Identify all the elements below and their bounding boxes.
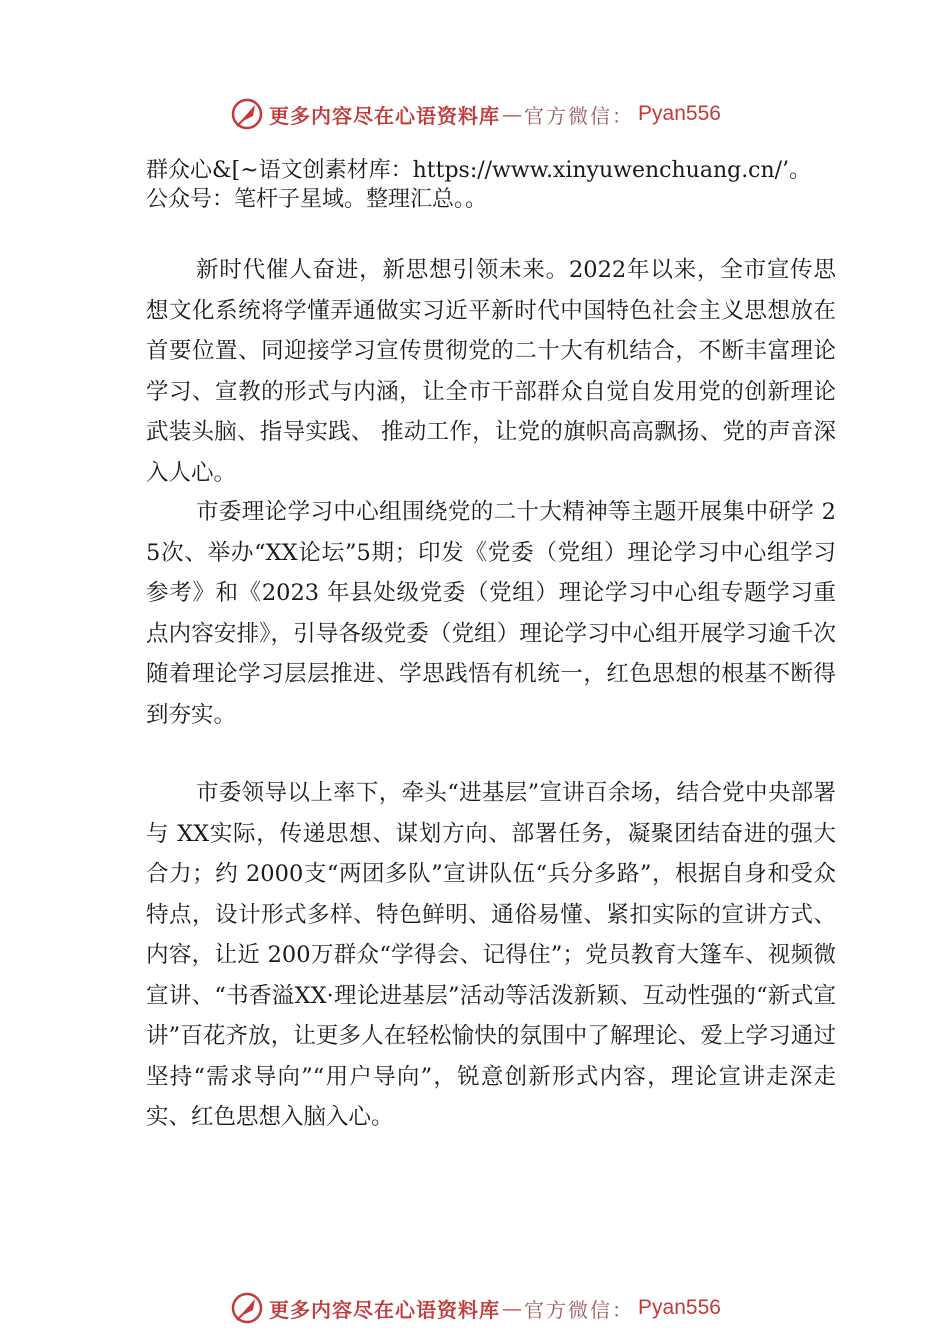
quill-logo-icon (229, 1290, 265, 1326)
banner-wechat-id: Pyan556 (638, 1296, 721, 1319)
footer-banner (0, 1288, 950, 1328)
banner-title: 更多内容尽在心语资料库 (269, 1297, 501, 1322)
banner-title: 更多内容尽在心语资料库 (269, 103, 501, 128)
banner-dash: — (502, 102, 523, 126)
paragraph-1: 新时代催人奋进，新思想引领未来。2022年以来，全市宣传思想文化系统将学懂弄通做实习近平新时代中国特色社会主义思想放在首要位置、同迎接学习宣传贯彻党的二十大有机结合，不断丰富理论学习、宣教的形式与内涵，让全市干部群众自觉自发用党的创新理论武装头脑、指导实践、 推动工作，让党的旗帜高高飘扬、党的声音深入人心。 (146, 257, 836, 486)
quill-logo-icon (229, 96, 265, 132)
header-banner (0, 94, 950, 134)
banner-wechat-label: 官方微信： (524, 1297, 635, 1322)
intro-text: 群众心&[~语文创素材库：https://www.xinyuwenchuang.cn/’。公众号：笔杆子星域。整理汇总。。 (146, 158, 812, 212)
banner-wechat-id: Pyan556 (638, 102, 721, 125)
paragraph-2: 市委理论学习中心组围绕党的二十大精神等主题开展集中研学 25次、举办“XX论坛”5期；印发《党委（党组）理论学习中心组学习参考》和《2023 年县处级党委（党组）理论学习中心组专题学习重点内容安排》，引导各级党委（党组）理论学习中心组开展学习逾千次随着理论学习层层推进、学思践悟有机统一，红色思想的根基不断得到夯实。 (146, 499, 836, 728)
banner-wechat-label: 官方微信： (524, 103, 635, 128)
banner-dash: — (502, 1296, 523, 1320)
paragraph-3: 市委领导以上率下，牵头“进基层”宣讲百余场，结合党中央部署与 XX实际，传递思想、谋划方向、部署任务，凝聚团结奋进的强大合力；约 2000支“两团多队”宣讲队伍“兵分多路”，根据自身和受众特点，设计形式多样、特色鲜明、通俗易懂、紧扣实际的宣讲方式、内容，让近 200万群众“学得会、记得住”；党员教育大篷车、视频微宣讲、“书香溢XX·理论进基层”活动等活泼新颖、互动性强的“新式宣讲”百花齐放，让更多人在轻松愉快的氛围中了解理论、爱上学习通过坚持“需求导向”“用户导向”，锐意创新形式内容，理论宣讲走深走实、红色思想入脑入心。 (146, 780, 836, 1130)
